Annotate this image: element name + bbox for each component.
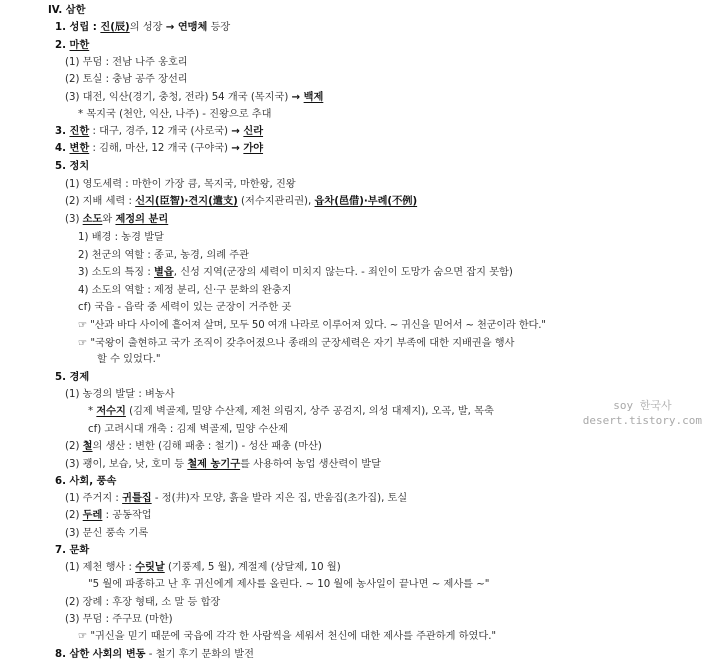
item-5-3 — [65, 215, 168, 225]
arrow-icon: → — [231, 126, 244, 137]
item-8-2: (2) 장례 : 후장 형태, 소 말 등 합장 — [65, 597, 221, 608]
item-4-text: : 김해, 마산, 12 개국 (구야국) — [89, 143, 232, 154]
item-2-2: (2) 토실 : 충남 공주 장선리 — [65, 74, 188, 85]
item-3-num: 3. — [55, 126, 70, 137]
item-6-3-text: 의 생산 : 변한 (김해 패총 : 철기) - 성산 패총 (마산) — [92, 441, 322, 452]
item-5-3-3-byeolup: 별읍 — [154, 267, 174, 278]
item-4-title: 변한 — [69, 143, 90, 154]
arrow-icon: → — [291, 92, 304, 103]
item-8-1 — [65, 563, 341, 573]
item-8 — [55, 546, 89, 556]
item-7-1-text: - 정(井)자 모양, 흙을 발라 지은 집, 반움집(초가집), 토실 — [151, 493, 408, 504]
item-5-2-label: (2) 지배 세력 : — [65, 196, 136, 207]
item-6-num: 5. — [55, 372, 70, 383]
item-5-3-4: 4) 소도의 역할 : 제정 분리, 신·구 문화의 완충지 — [78, 285, 292, 296]
item-6-2-text: (김제 벽골제, 밀양 수산제, 제천 의림지, 상주 공검지, 의성 대제지), 오곡, 발, 목축 — [125, 406, 494, 417]
item-5-3-sodo: 소도 — [82, 214, 103, 225]
item-5-3-num: (3) — [65, 214, 83, 225]
item-8-1-label: (1) 제천 행사 : — [65, 562, 136, 573]
item-1-num: 1. — [55, 22, 70, 33]
item-2-3-baekje: 백제 — [303, 92, 324, 103]
item-3-silla: 신라 — [243, 126, 264, 137]
watermark-line-2: desert.tistory.com — [582, 414, 702, 427]
item-2-3 — [65, 93, 323, 103]
item-6-title: 경제 — [69, 372, 90, 383]
item-5-3-3-text: , 신성 지역(군장의 세력이 미치지 않는다. - 죄인이 도망가 숨으면 잡지 못함) — [173, 267, 513, 278]
item-7-2-num: (2) — [65, 510, 83, 521]
item-2-3-text: (3) 대전, 익산(경기, 충청, 전라) 54 개국 (목지국) — [65, 92, 292, 103]
item-5-2-sinji: 신지(臣智)·견지(遣支) — [135, 196, 238, 207]
item-2-1: (1) 무덤 : 전남 나주 옹호리 — [65, 57, 188, 68]
item-5-1: (1) 영도세력 : 마한이 가장 큼, 목지국, 마한왕, 진왕 — [65, 179, 296, 190]
item-5 — [55, 162, 89, 172]
item-2-title: 마한 — [69, 40, 90, 51]
item-1-text: 의 성장 — [129, 22, 166, 33]
item-7-1 — [65, 494, 407, 504]
quote-4: ☞ "귀신을 믿기 때문에 국읍에 각각 한 사람씩을 세워서 천신에 대한 제사를 주관하게 하였다." — [78, 631, 497, 642]
item-8-num: 7. — [55, 545, 70, 556]
item-6-4-end: 를 사용하여 농업 생산력이 발달 — [240, 459, 381, 470]
item-6-2-reservoir: 저수지 — [96, 406, 126, 417]
item-6-3-iron: 철 — [82, 441, 93, 452]
item-7-1-house: 귀틀집 — [122, 493, 152, 504]
item-7 — [55, 477, 116, 487]
item-6-1: (1) 농경의 발달 : 벼농사 — [65, 389, 175, 400]
item-6-4-text: (3) 괭이, 보습, 낫, 호미 등 — [65, 459, 188, 470]
item-6-2-bullet: * — [88, 406, 97, 417]
item-7-num: 6. — [55, 476, 70, 487]
quote-2: ☞ "국왕이 출현하고 국가 조직이 갖추어졌으나 종래의 군장세력은 자기 부족에 대한 지배권을 행사 — [78, 338, 515, 349]
item-1-jin: 진(辰) — [100, 22, 130, 33]
item-8-3: (3) 무덤 : 주구묘 (마한) — [65, 614, 173, 625]
arrow-icon: → — [165, 22, 178, 33]
quote-3: "5 월에 파종하고 난 후 귀신에게 제사를 올린다. ~ 10 월에 농사일이 끝나면 ~ 제사를 ~" — [88, 579, 490, 590]
quote-1: ☞ "산과 바다 사이에 흩어져 살며, 모두 50 여개 나라로 이루어져 있다. ~ 귀신을 믿어서 ~ 천군이라 한다." — [78, 320, 546, 331]
item-9-num: 8. — [55, 649, 70, 660]
item-6 — [55, 373, 89, 383]
item-8-title: 문화 — [69, 545, 90, 556]
item-1-label: 성립 : — [69, 22, 101, 33]
item-6-3-num: (2) — [65, 441, 83, 452]
item-7-2-dure: 두레 — [82, 510, 103, 521]
item-5-3-2: 2) 천군의 역할 : 종교, 농경, 의례 주관 — [78, 250, 249, 261]
item-3-text: : 대구, 경주, 12 개국 (사로국) — [89, 126, 232, 137]
item-1-confederation: 연맹체 — [177, 22, 208, 33]
item-7-2-text: : 공동작업 — [102, 510, 152, 521]
item-7-2 — [65, 511, 152, 521]
item-6-3 — [65, 442, 322, 452]
item-2-note: * 목지국 (천안, 익산, 나주) - 진왕으로 추대 — [78, 109, 272, 120]
item-4 — [55, 144, 263, 154]
item-1 — [55, 23, 230, 33]
item-7-1-label: (1) 주거지 : — [65, 493, 123, 504]
item-5-2-note: (저수지관리권), — [237, 196, 315, 207]
item-6-cf: cf) 고려시대 개축 : 김제 벽골제, 밀양 수산제 — [88, 424, 288, 435]
item-4-num: 4. — [55, 143, 70, 154]
item-2 — [55, 41, 89, 51]
item-5-3-3-label: 3) 소도의 특징 : — [78, 267, 155, 278]
item-7-3: (3) 문신 풍속 기록 — [65, 528, 149, 539]
watermark-line-1: soy 한국사 — [613, 399, 672, 412]
item-9-rest: - 철기 후기 문화의 발전 — [145, 649, 254, 660]
item-5-3-separation: 제정의 분리 — [115, 214, 169, 225]
item-8-1-text: (기풍제, 5 월), 계절제 (상달제, 10 월) — [164, 562, 341, 573]
item-1-end: 등장 — [207, 22, 231, 33]
section-heading: IV. 삼한 — [48, 5, 86, 16]
item-7-title: 사회, 풍속 — [69, 476, 117, 487]
item-8-1-suritnal: 수릿날 — [135, 562, 165, 573]
item-4-gaya: 가야 — [243, 143, 264, 154]
item-6-2 — [88, 407, 494, 417]
watermark — [583, 398, 702, 428]
item-5-2 — [65, 197, 417, 207]
quote-2-cont: 할 수 있었다." — [97, 354, 161, 365]
item-9-title: 삼한 사회의 변동 — [69, 649, 146, 660]
item-3 — [55, 127, 263, 137]
item-5-2-eupcha: 읍차(邑借)·부례(不例) — [314, 196, 418, 207]
item-6-4 — [65, 460, 381, 470]
item-5-title: 정치 — [69, 161, 90, 172]
item-2-num: 2. — [55, 40, 70, 51]
item-5-3-1: 1) 배경 : 농경 발달 — [78, 232, 164, 243]
item-5-num: 5. — [55, 161, 70, 172]
item-3-title: 진한 — [69, 126, 90, 137]
item-5-3-3 — [78, 268, 513, 278]
item-6-4-tools: 철제 농기구 — [187, 459, 241, 470]
item-5-cf: cf) 국읍 - 읍락 중 세력이 있는 군장이 거주한 곳 — [78, 302, 292, 313]
item-5-3-and: 와 — [102, 214, 116, 225]
arrow-icon: → — [231, 143, 244, 154]
item-9 — [55, 650, 254, 660]
